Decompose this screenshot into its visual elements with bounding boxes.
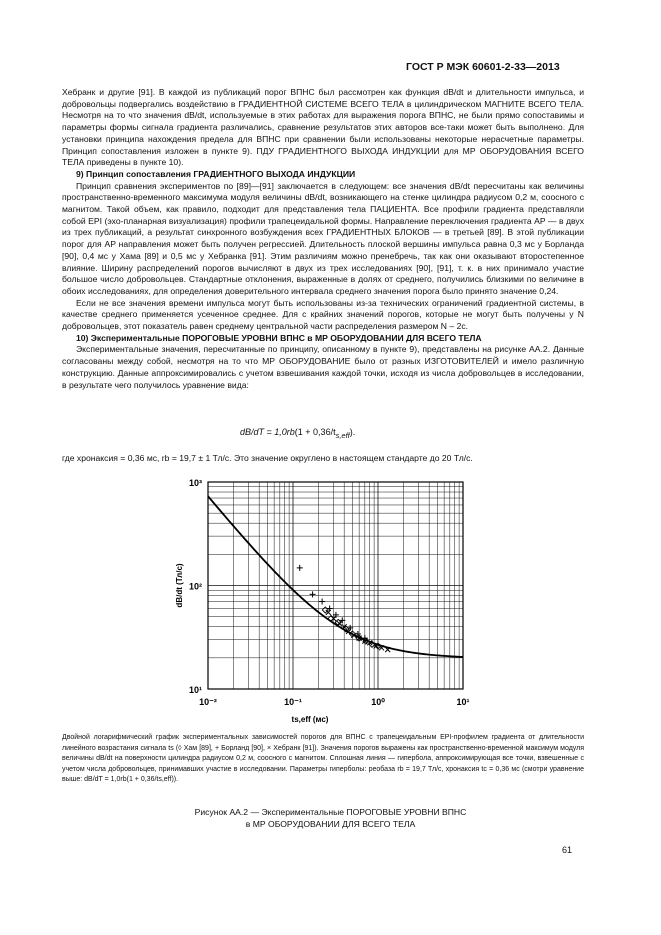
equation-note: где хронаксия = 0,36 мс, rb = 19,7 ± 1 Тл/с. Это значение округлено в настоящем стандарте до 20 Тл/с. <box>62 453 473 463</box>
y-tick-label: 10¹ <box>188 685 202 695</box>
x-tick-label: 10⁻¹ <box>284 697 302 707</box>
data-point-plus <box>319 599 325 605</box>
data-point-plus <box>333 612 339 618</box>
data-point-plus <box>310 591 316 597</box>
threshold-chart <box>150 470 480 725</box>
fit-curve <box>208 496 463 657</box>
body-text <box>62 87 584 391</box>
figure-title-line: в МР ОБОРУДОВАНИИ ДЛЯ ВСЕГО ТЕЛА <box>245 818 416 829</box>
x-tick-label: 10⁻² <box>199 697 217 707</box>
paragraph: Принцип сравнения экспериментов по [89]—[91] заключается в следующем: все значения dB/dt пересчитаны как величины пространственно-временного максимума модуля величины dB/dt, возникающего на стенке цилиндра радиусом 0,2 м, соосного с магнитом. Такой объем, как правило, подходит для представления тела ПАЦИЕНТА. Все профили градиента представляли собой EPI (эхо-планарная визуализация) профили трапецеидальной формы. Направление переключения градиента AP — в двух из трех публикаций, а результат синхронного возбуждения всех ГРАДИЕНТНЫХ БЛОКОВ — в третьей [89]. В этой публикации порог для AP направления может быть получен регрессией. Длительность плоской вершины импульса равна 0,3 мс у Борланда [90], 0,4 мс у Хама [89] и 0,5 мс у Хебранка [91]. Этим различиям можно пренебречь, так как они оказывают второстепенное влияние. Ширину распределений порогов вычисляют в двух из трех исследованиях [90], [91], т. к. в них принимало участие большое число добровольцев. Стандартные отклонения, выраженные в долях от среднего, получились близкими по величине в обоих исследованиях, для определения доверительного интервала среднего значения порога было принято значение 0,24. <box>62 180 584 296</box>
data-point-cross <box>337 621 342 626</box>
paragraph: Если не все значения времени импульса могут быть использованы из-за технических ограничений градиентной системы, в качестве среднего применяется усеченное среднее. Для c крайних значений порогов, которые не могут быть получены у N добровольцев, этот показатель равен среднему центральной части распределения размером N – 2c. <box>62 297 584 332</box>
y-tick-label: 10² <box>188 581 202 592</box>
figure-title <box>0 807 661 830</box>
section-heading: 9) Принцип сопоставления ГРАДИЕНТНОГО ВЫХОДА ИНДУКЦИИ <box>76 168 356 179</box>
paragraph: Экспериментальные значения, пересчитанные по принципу, описанному в пункте 9), представлены на рисунке АА.2. Данные согласованы между собой, несмотря на то что МР ОБОРУДОВАНИЕ было от разных ИЗГОТОВИТЕЛЕЙ и имело различную конструкцию. Данные аппроксимировались с учетом взвешивания каждой точки, исходя из числа добровольцев в исследовании, в результате чего получилось уравнение вида: <box>62 344 584 390</box>
figure-title-line: Рисунок АА.2 — Экспериментальные ПОРОГОВЫЕ УРОВНИ ВПНС <box>194 807 467 817</box>
x-axis-label: ts,eff (мс) <box>291 715 329 724</box>
x-tick-label: 10¹ <box>456 697 470 707</box>
section-heading: 10) Экспериментальные ПОРОГОВЫЕ УРОВНИ ВПНС в МР ОБОРУДОВАНИИ ДЛЯ ВСЕГО ТЕЛА <box>76 332 482 343</box>
figure-caption: Двойной логарифмический график экспериментальных зависимостей порогов для ВПНС с трапецеидальным EPI-профилем градиента от длительности линейного возрастания сигнала ts (◊ Хам [89], + Борланд [90], × Хебранк [91]). Значения порогов выражены как пространственно-временной максимум модуля величины dB/dt на поверхности цилиндра радиусом 0,2 м, соосного с магнитом. Сплошная линия — гипербола, аппроксимирующая все точки, взвешенные с учетом числа добровольцев, принимавших участие в исследовании. Параметры гиперболы: реобаза rb = 19,7 Тл/с, хронаксия tc = 0,36 мс (смотри уравнение выше: dB/dT = 1,0rb(1 + 0,36/ts,eff)). <box>62 734 584 784</box>
equation: $dB/dT = 1,0rb(1 + 0,36/t_{s,eff})$. <box>240 427 356 440</box>
y-axis-label: dB/dt (Тл/с) <box>175 563 184 608</box>
paragraph: Хебранк и другие [91]. В каждой из публикаций порог ВПНС был рассмотрен как функция dB/dt и длительности импульса, и добровольцы подвергались воздействию в ГРАДИЕНТНОЙ СИСТЕМЕ ВСЕГО ТЕЛА в цилиндрическом МАГНИТЕ ВСЕГО ТЕЛА. Несмотря на то что значения dB/dt, используемые в этих работах для выражения порога ВПНС, не были прямо сопоставимы и параметры формы сигнала градиента различались, сравнение результатов этих авторов все-таки может быть выполнено. Для установки принципа нахождения предела для ВПНС при сравнении были использованы некоторые нерасчетные параметры. Принцип сопоставления изложен в пункте 9). ПДУ ГРАДИЕНТНОГО ВЫХОДА ИНДУКЦИИ для МР ОБОРУДОВАНИЯ ВСЕГО ТЕЛА приведены в пункте 10). <box>62 87 584 168</box>
page-header: ГОСТ Р МЭК 60601-2-33—2013 <box>406 61 560 73</box>
page-number: 61 <box>562 845 573 855</box>
y-tick-label: 10³ <box>188 478 202 488</box>
data-point-plus <box>297 565 303 571</box>
x-tick-label: 10⁰ <box>371 697 385 707</box>
